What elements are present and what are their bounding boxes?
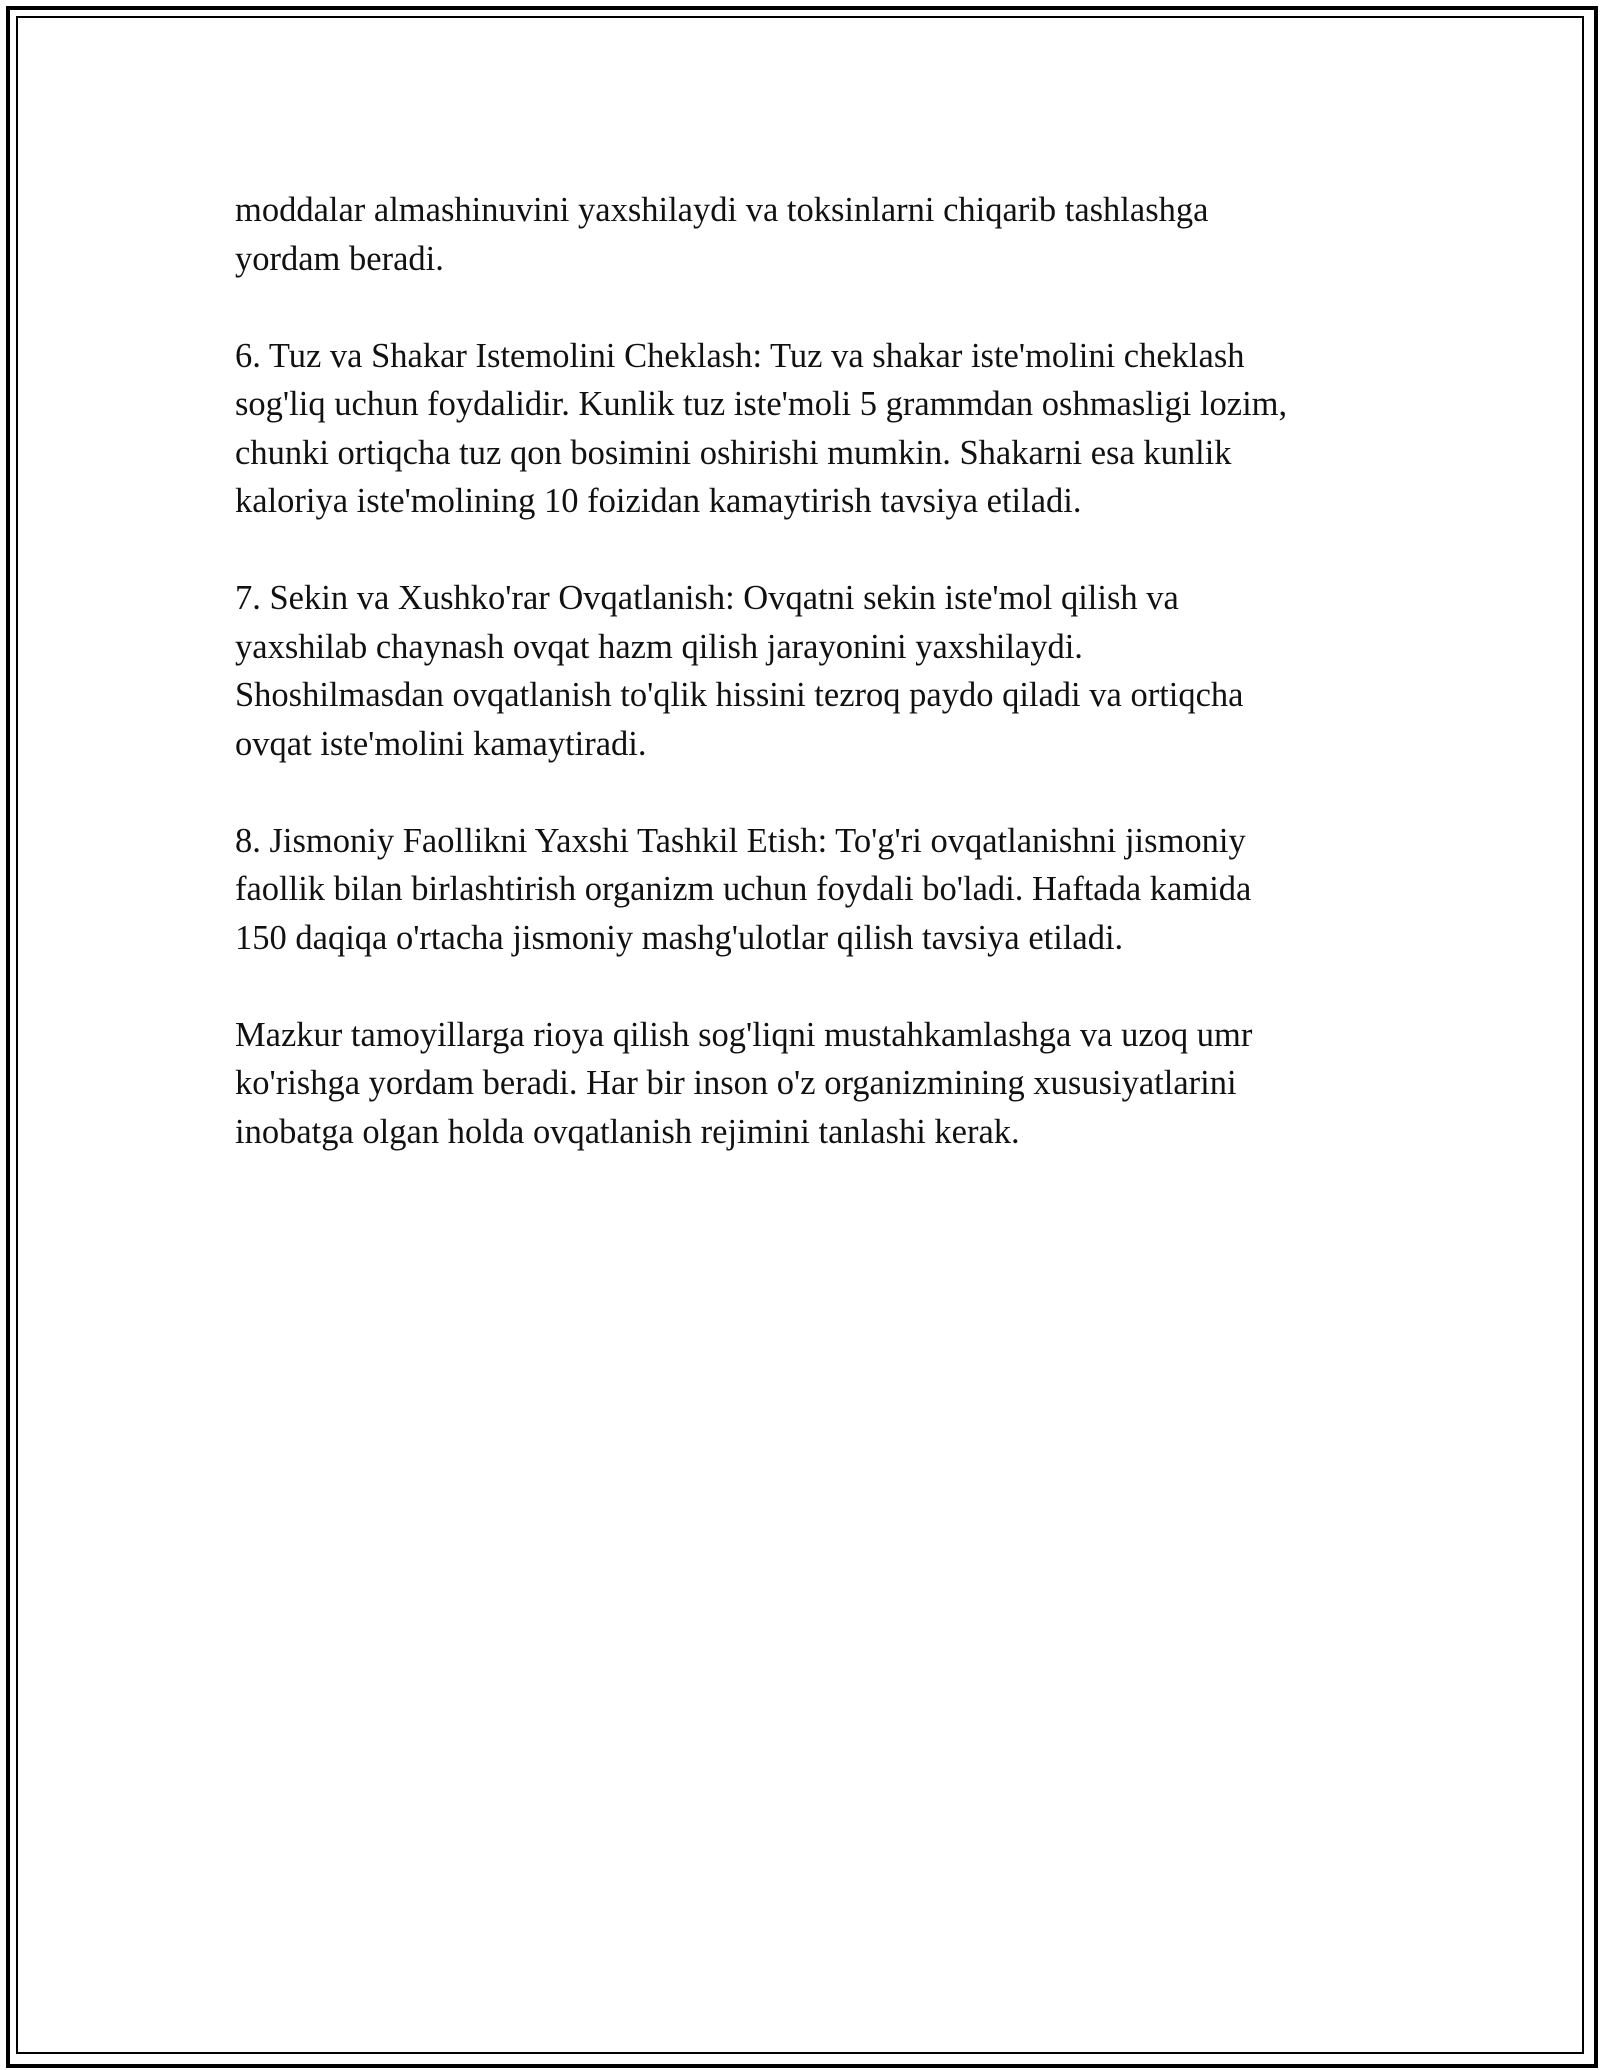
paragraph-conclusion: Mazkur tamoyillarga rioya qilish sog'liqni mustahkamlashga va uzoq umr ko'rishga yordam beradi. Har bir inson o'z organizmining xususiyatlarini inobatga olgan holda ovqatlanish rejimini tanlashi kerak. [235,1015,1253,1151]
paragraph-continuation: moddalar almashinuvini yaxshilaydi va toksinlarni chiqarib tashlashga yordam beradi. [235,191,1209,278]
document-body [235,186,1365,1205]
paragraph-item-7: 7. Sekin va Xushko'rar Ovqatlanish: Ovqatni sekin iste'mol qilish va yaxshilab chaynash ovqat hazm qilish jarayonini yaxshilaydi. Shoshilmasdan ovqatlanish to'qlik hissini tezroq paydo qiladi va ortiqcha ovqat iste'molini kamaytiradi. [235,579,1244,763]
paragraph-item-6: 6. Tuz va Shakar Istemolini Cheklash: Tuz va shakar iste'molini cheklash sog'liq uchun foydalidir. Kunlik tuz iste'moli 5 grammdan oshmasligi lozim, chunki ortiqcha tuz qon bosimini oshirishi mumkin. Shakarni esa kunlik kaloriya iste'molining 10 foizidan kamaytirish tavsiya etiladi. [235,336,1288,520]
paragraph-item-8: 8. Jismoniy Faollikni Yaxshi Tashkil Etish: To'g'ri ovqatlanishni jismoniy faollik bilan birlashtirish organizm uchun foydali bo'ladi. Haftada kamida 150 daqiqa o'rtacha jismoniy mashg'ulotlar qilish tavsiya etiladi. [235,821,1252,957]
